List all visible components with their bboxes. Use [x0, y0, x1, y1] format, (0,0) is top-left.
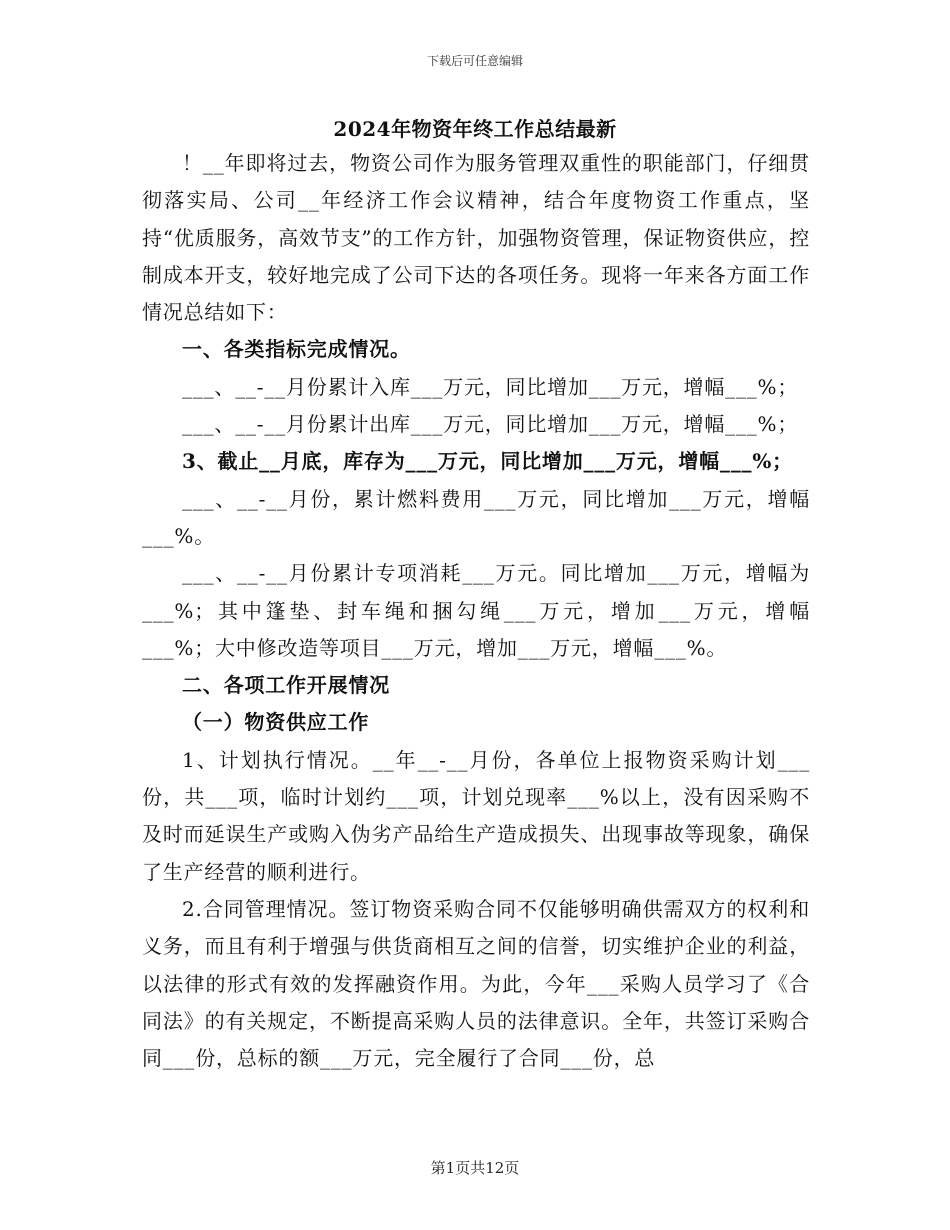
indicator-item-1: ___、__-__月份累计入库___万元，同比增加___万元，增幅___%； [182, 374, 799, 399]
subsection1-heading: （一）物资供应工作 [182, 710, 370, 735]
indicator-item-4: ___、__-__月份，累计燃料费用___万元，同比增加___万元，增幅___%。 [142, 486, 810, 548]
plan-execution-paragraph: 1、计划执行情况。__年__-__月份，各单位上报物资采购计划___份，共___项，临时计划约___项，计划兑现率___%以上，没有因采购不及时而延误生产或购入伪劣产品给生产造成损失、出现事故等现象，确保了生产经营的顺利进行。 [142, 747, 810, 884]
contract-management-paragraph: 2.合同管理情况。签订物资采购合同不仅能够明确供需双方的权利和义务，而且有利于增强与供货商相互之间的信誉，切实维护企业的利益，以法律的形式有效的发挥融资作用。为此，今年___采购人员学习了《合同法》的有关规定，不断提高采购人员的法律意识。全年，共签订采购合同___份，总标的额___万元，完全履行了合同___份，总 [142, 896, 810, 1071]
document-title: 2024年物资年终工作总结最新 [333, 117, 617, 141]
indicator-item-2: ___、__-__月份累计出库___万元，同比增加___万元，增幅___%； [182, 412, 799, 437]
header-note: 下载后可任意编辑 [426, 54, 523, 68]
indicator-item-3: 3、截止__月底，库存为___万元，同比增加___万元，增幅___%； [182, 449, 793, 474]
document-body [142, 145, 810, 1077]
intro-paragraph: ！__年即将过去，物资公司作为服务管理双重性的职能部门，仔细贯彻落实局、公司__年经济工作会议精神，结合年度物资工作重点，坚持“优质服务，高效节支”的工作方针，加强物资管理，保证物资供应，控制成本开支，较好地完成了公司下达的各项任务。现将一年来各方面工作情况总结如下： [142, 151, 810, 325]
section1-heading: 一、各类指标完成情况。 [182, 337, 411, 362]
indicator-item-5: ___、__-__月份累计专项消耗___万元。同比增加___万元，增幅为___%；其中篷垫、封车绳和捆勾绳___万元，增加___万元，增幅___%；大中修改造等项目___万元，增加___万元，增幅___%。 [142, 561, 810, 660]
section2-heading: 二、各项工作开展情况 [182, 673, 390, 698]
page-footer: 第1页共12页 [430, 1159, 520, 1177]
